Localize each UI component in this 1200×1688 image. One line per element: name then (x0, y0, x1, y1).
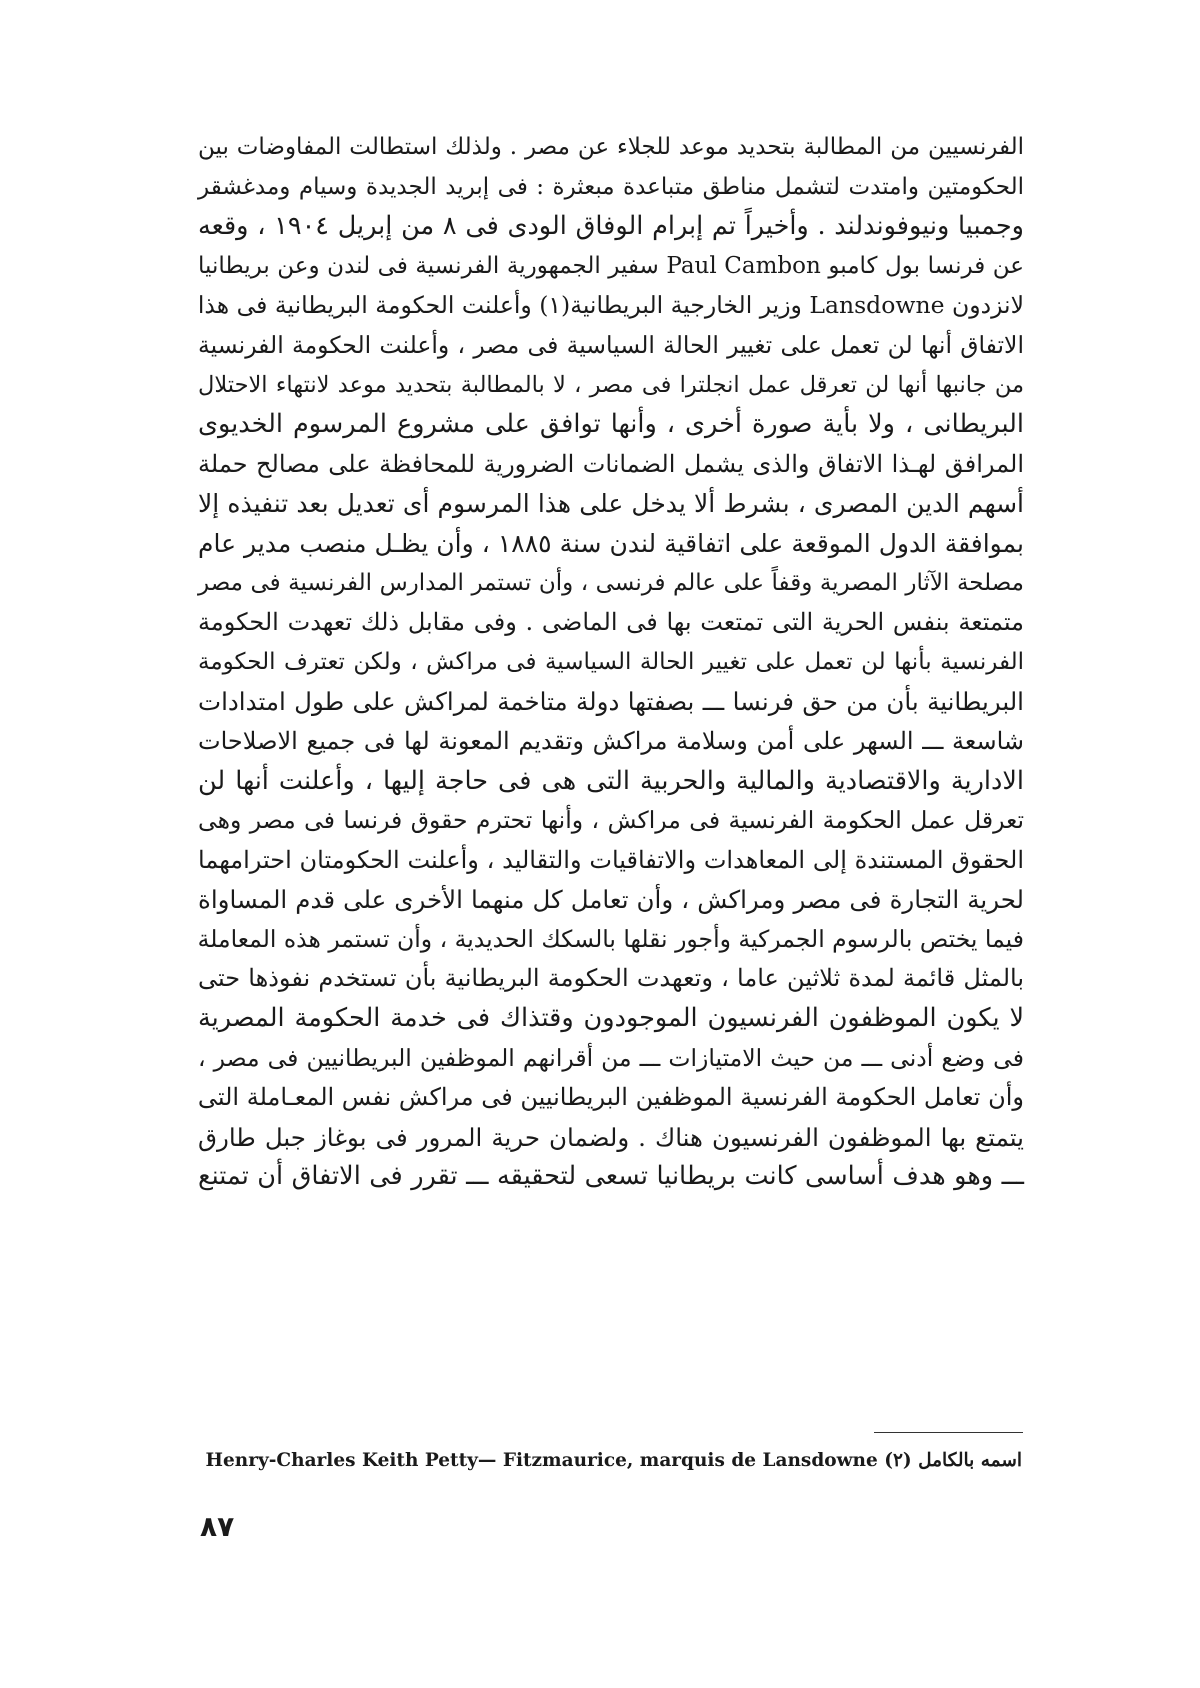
text-line: تعرقل عمل الحكومة الفرنسية فى مراكش ، وأنها تحترم حقوق فرنسا فى مصر وهى (198, 806, 1024, 835)
text-line: فى وضع أدنى ـــ من حيث الامتيازات ـــ من أقرانهم الموظفين البريطانيين فى مصر ، (198, 1043, 1024, 1072)
text-line: الفرنسية بأنها لن تعمل على تغيير الحالة السياسية فى مراكش ، ولكن تعترف الحكومة (198, 648, 1024, 675)
text-line: فيما يختص بالرسوم الجمركية وأجور نقلها بالسكك الحديدية ، وأن تستمر هذه المعاملة (197, 924, 1024, 953)
footnote-divider (874, 1432, 1023, 1433)
text-line: البريطانى ، ولا بأية صورة أخرى ، وأنها توافق على مشروع المرسوم الخديوى (198, 409, 1024, 440)
text-line: بموافقة الدول الموقعة على اتفاقية لندن سنة ١٨٨٥ ، وأن يظـل منصب مدير عام (198, 528, 1024, 558)
text-line: لحرية التجارة فى مصر ومراكش ، وأن تعامل كل منهما الأخرى على قدم المساواة (198, 885, 1024, 915)
footnote: Henry-Charles Keith Petty— Fitzmaurice, marquis de Lansdowne اسمه بالكامل (٢) (205, 1450, 1022, 1471)
page-number: ٨٧ (200, 1510, 235, 1543)
text-line: أسهم الدين المصرى ، بشرط ألا يدخل على هذا المرسوم أى تعديل بعد تنفيذه إلا (198, 489, 1024, 519)
text-line: لا يكون الموظفون الفرنسيون الموجودون وقتذاك فى خدمة الحكومة المصرية (198, 1003, 1024, 1034)
text-line: وأن تعامل الحكومة الفرنسية الموظفين البريطانيين فى مراكش نفس المعـاملة التى (197, 1083, 1024, 1112)
text-line: بالمثل قائمة لمدة ثلاثين عاما ، وتعهدت الحكومة البريطانية بأن تستخدم نفوذها حتى (198, 964, 1024, 993)
text-line: الحقوق المستندة إلى المعاهدات والاتفاقيات والتقاليد ، وأعلنت الحكومتان احترامهما (198, 845, 1024, 874)
text-line: شاسعة ـــ السهر على أمن وسلامة مراكش وتقديم المعونة لها فى جميع الاصلاحات (198, 726, 1024, 755)
text-line: الاتفاق أنها لن تعمل على تغيير الحالة السياسية فى مصر ، وأعلنت الحكومة الفرنسية (198, 330, 1024, 359)
body-text (198, 128, 1024, 1197)
text-line: البريطانية بأن من حق فرنسا ـــ بصفتها دولة متاخمة لمراكش على طول امتدادات (198, 687, 1024, 717)
text-line: عن فرنسا بول كامبو Paul Cambon سفير الجمهورية الفرنسية فى لندن وعن بريطانيا (198, 252, 1025, 279)
text-line: يتمتع بها الموظفون الفرنسيون هناك . ولضمان حرية المرور فى بوغاز جبل طارق (198, 1122, 1024, 1152)
text-line: المرافق لهـذا الاتفاق والذى يشمل الضمانات الضرورية للمحافظة على مصالح حملة (198, 449, 1024, 478)
text-line: متمتعة بنفس الحرية التى تمتعت بها فى الماضى . وفى مقابل ذلك تعهدت الحكومة (198, 608, 1025, 637)
text-line: من جانبها أنها لن تعرقل عمل انجلترا فى مصر ، لا بالمطالبة بتحديد موعد لانتهاء الاحتلال (198, 371, 1024, 398)
text-line: الحكومتين وامتدت لتشمل مناطق متباعدة مبعثرة : فى إبريد الجديدة وسيام ومدغشقر (198, 173, 1024, 200)
text-line: لانزدون Lansdowne وزير الخارجية البريطانية(١) وأعلنت الحكومة البريطانية فى هذا (197, 291, 1024, 320)
text-line: الادارية والاقتصادية والمالية والحربية التى هى فى حاجة إليها ، وأعلنت أنها لن (198, 765, 1024, 796)
text-line: وجمبيا ونيوفوندلند . وأخيراً تم إبرام الوفاق الودى فى ٨ من إبريل ١٩٠٤ ، وقعه (198, 211, 1024, 242)
text-line: الفرنسيين من المطالبة بتحديد موعد للجلاء عن مصر . ولذلك استطالت المفاوضات بين (198, 134, 1024, 160)
text-line: ـــ وهو هدف أساسى كانت بريطانيا تسعى لتحقيقه ـــ تقرر فى الاتفاق أن تمتنع (198, 1161, 1024, 1192)
text-line: مصلحة الآثار المصرية وقفاً على عالم فرنسى ، وأن تستمر المدارس الفرنسية فى مصر (198, 569, 1024, 596)
